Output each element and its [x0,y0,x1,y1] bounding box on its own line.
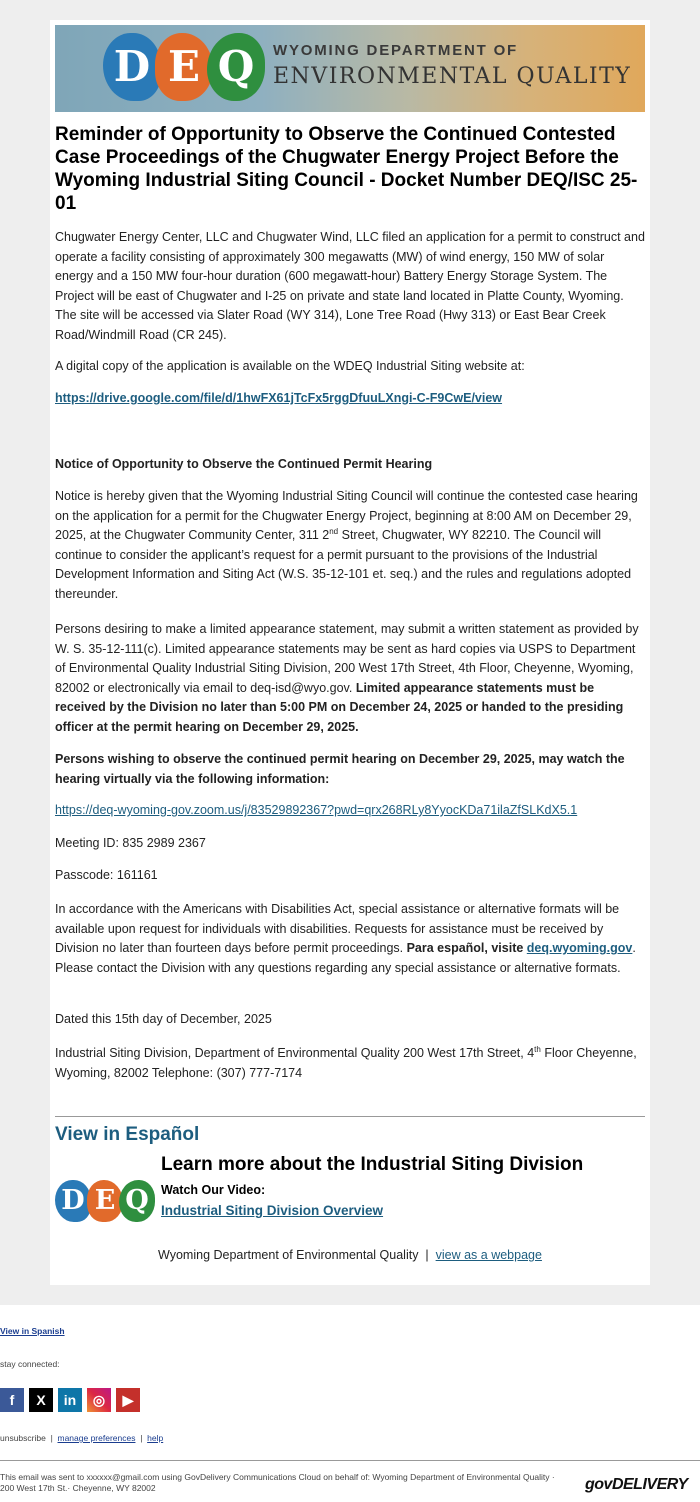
preferences-row [0,1433,163,1443]
ada-paragraph [55,900,645,978]
ada-end-text: . Please contact the Division with any questions regarding any special assistance or alternative formats. [55,941,636,975]
deq-website-link[interactable]: deq.wyoming.gov [526,941,633,955]
video-overview-link[interactable]: Industrial Siting Division Overview [161,1203,384,1218]
small-logo-letter-q: Q [119,1180,155,1222]
linkedin-icon[interactable]: in [58,1388,82,1412]
small-logo-letter-d: D [55,1180,91,1222]
deq-banner [55,25,645,112]
view-in-espanol-link[interactable]: View in Español [55,1124,200,1145]
email-card [50,20,650,1285]
facebook-icon[interactable]: f [0,1388,24,1412]
address-text-1: Industrial Siting Division, Department of Environmental Quality 200 West 17th Street, 4 [55,1046,535,1060]
page-title: Reminder of Opportunity to Observe the Continued Contested Case Proceedings of the Chugwater Energy Project Before the Wyoming Industrial Siting Council - Docket Number DEQ/ISC 25-01 [55,124,638,214]
x-twitter-icon[interactable]: X [29,1388,53,1412]
passcode: Passcode: 161161 [55,868,158,882]
view-in-spanish-link[interactable]: View in Spanish [0,1326,65,1336]
unsubscribe-link[interactable]: unsubscribe [0,1433,46,1443]
logo-letter-e: E [155,33,213,101]
banner-line-2: ENVIRONMENTAL QUALITY [273,64,632,89]
zoom-link[interactable]: https://deq-wyoming-gov.zoom.us/j/83529892367?pwd=qrx268RLy8YyocKDa71ilaZfSLKdX5.1 [55,803,578,817]
govdelivery-logo: govDELIVERY [585,1476,688,1493]
address-sup: th [534,1044,541,1054]
dated-text: Dated this 15th day of December, 2025 [55,1012,272,1026]
limited-text: Persons desiring to make a limited appearance statement, may submit a written statement as provided by W. S. 35-12-111(c). Limited appearance statements may be sent as hard copies via USPS to Department of Environmental Quality Industrial Siting Division, 200 West 17th Street, 4th Floor, Cheyenne, Wyoming, 82002 or electronically via email to deq-isd@wyo.gov. [55,622,639,695]
deq-small-logo [55,1180,155,1222]
notice-text-2: Street, Chugwater, WY 82210. The Council will continue to consider the applicant’s request for a permit pursuant to the provisions of the Industrial Development Information and Siting Act (W.S. 35-12-101 et. seq.) and the rules and regulations adopted thereunder. [55,528,632,601]
notice-sup: nd [329,526,339,536]
youtube-icon[interactable]: ▶ [116,1388,140,1412]
notice-paragraph [55,487,645,604]
notice-text-1: Notice is hereby given that the Wyoming Industrial Siting Council will continue the contested case hearing on the application for a permit for the Chugwater Energy Project, beginning at 8:00 AM on December 29, 2025, at the Chugwater Community Center, 311 2 [55,489,638,542]
logo-letter-d: D [103,33,161,101]
small-logo-letter-e: E [87,1180,123,1222]
content-divider [55,1116,645,1117]
view-as-webpage-link[interactable]: view as a webpage [435,1248,542,1262]
ada-text: In accordance with the Americans with Disabilities Act, special assistance or alternative formats will be available upon request for individuals with disabilities. Requests for assistance must be received by Division no later than fourteen days before permit proceedings. [55,902,620,955]
instagram-icon[interactable]: ◎ [87,1388,111,1412]
learn-more-heading: Learn more about the Industrial Siting Division [161,1154,584,1175]
footer-org: Wyoming Department of Environmental Quality [158,1248,419,1262]
observe-paragraph: Persons wishing to observe the continued permit hearing on December 29, 2025, may watch the hearing virtually via the following information: [55,752,625,786]
deq-logo [103,33,265,101]
watch-video-label: Watch Our Video: [161,1183,266,1197]
social-links [0,1388,140,1412]
meeting-id: Meeting ID: 835 2989 2367 [55,836,206,850]
sent-to-notice: This email was sent to xxxxxx@gmail.com using GovDelivery Communications Cloud on behalf of: Wyoming Department of Environmental Quality · 200 West 17th St.· Cheyenne, WY 82002 [0,1472,555,1493]
limited-appearance-paragraph [55,620,645,737]
manage-preferences-link[interactable]: manage preferences [57,1433,136,1443]
digital-copy-text: A digital copy of the application is available on the WDEQ Industrial Siting website at: [55,359,525,373]
stay-connected-label: stay connected: [0,1359,60,1369]
address-text-2: Floor Cheyenne, Wyoming, 82002 Telephone: (307) 777-7174 [55,1046,637,1080]
limited-deadline: Limited appearance statements must be received by the Division no later than 5:00 PM on December 24, 2025 or handed to the presiding officer at the permit hearing on December 29, 2025. [55,680,624,734]
prefs-sep-1: | [45,1433,58,1443]
subscription-footer [0,1305,700,1502]
help-link[interactable]: help [147,1433,164,1443]
email-footer [50,1248,650,1262]
notice-heading: Notice of Opportunity to Observe the Continued Permit Hearing [55,457,433,471]
logo-letter-q: Q [207,33,265,101]
application-drive-link[interactable]: https://drive.google.com/file/d/1hwFX61jTcFx5rggDfuuLXngi-C-F9CwE/view [55,391,503,405]
footer-divider [0,1460,700,1461]
footer-separator: | [418,1248,436,1262]
intro-paragraph: Chugwater Energy Center, LLC and Chugwater Wind, LLC filed an application for a permit to construct and operate a facility consisting of approximately 300 megawatts (MW) of wind energy, 150 MW of solar energy and a 150 MW four-hour duration (600 megawatt-hour) Battery Energy Storage System. The Project will be east of Chugwater and I-25 on private and state land located in Platte County, Wyoming. The site will be accessed via Slater Road (WY 314), Lone Tree Road (Hwy 313) or East Bear Creek Road/Windmill Road (CR 245). [55,230,645,342]
ada-espanol: Para español, visite [406,941,527,955]
banner-line-1: WYOMING DEPARTMENT OF [273,42,519,59]
prefs-sep-2: | [135,1433,148,1443]
email-content [55,123,645,215]
division-address [55,1044,645,1083]
